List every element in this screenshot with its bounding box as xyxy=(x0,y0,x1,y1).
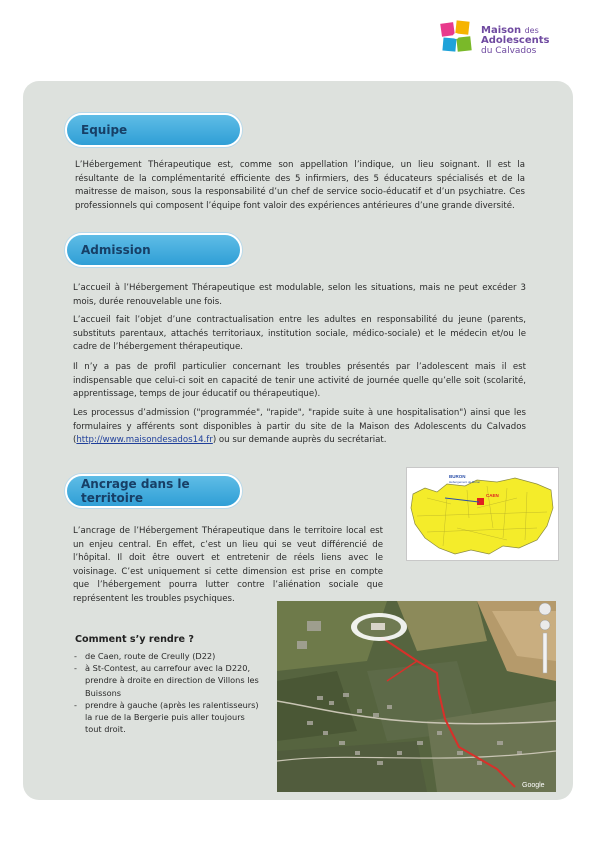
howto-step: - prendre à gauche (après les ralentisseurs) la rue de la Bergerie puis aller toujours tout droit. xyxy=(73,699,263,736)
howto-list xyxy=(73,650,263,735)
admission-text-3: Il n’y a pas de profil particulier concernant les troubles présentés par l’adolescent mais il est indispensable que celui-ci soit en capacité de tenir une activité de journée quelle qu’elle soit (scolarité, apprentissage, temps de jour éducatif ou thérapeutique). xyxy=(73,362,526,399)
map-label-buron-sub: Hébergement de Buron xyxy=(449,480,481,484)
admission-text-2: L’accueil fait l’objet d’une contractualisation entre les adultes en responsabilité du jeune (parents, substituts parentaux, attachés territoriaux, institution sociale, médico-sociale) et le médecin et/ou le cadre de l’hébergement thérapeutique. xyxy=(73,315,526,352)
howto-step: - à St-Contest, au carrefour avec la D220, prendre à droite en direction de Villons les Buissons xyxy=(73,662,263,699)
map-label-buron: BURON xyxy=(449,474,466,479)
ancrage-text: L’ancrage de l’Hébergement Thérapeutique dans le territoire local est un enjeu central. En effet, c’est un lieu qui se veut différencié de l’hôpital. Il doit être ouvert et entretenir de réels liens avec le voisinage. C’est uniquement si cette dimension est prise en compte que l’hébergement pourra lutter contre l’aliénation sociale que représentent les troubles psychiques. xyxy=(73,526,383,604)
calvados-map-drawing xyxy=(407,468,558,560)
section-title-ancrage: Ancrage dans le territoire xyxy=(65,474,242,508)
google-watermark: Google xyxy=(522,782,545,789)
logo xyxy=(439,19,579,65)
admission-text-1: L’accueil à l’Hébergement Thérapeutique est modulable, selon les situations, mais ne peut excéder 3 mois, durée renouvelable une fois. xyxy=(73,283,526,307)
section-title-admission: Admission xyxy=(65,233,242,267)
calvados-map xyxy=(406,467,559,561)
map-pan-icon[interactable] xyxy=(539,603,551,615)
equipe-text: L’Hébergement Thérapeutique est, comme son appellation l’indique, un lieu soignant. Il est la résultante de la complémentarité efficiente des 5 infirmiers, des 5 éducateurs spécialisés et de la maitresse de maison, sous la responsabilité d’un chef de service socio-éducatif et d’un psychiatre. Ces professionnels qui composent l’équipe font valoir des expériences antérieures d’une grande diversité. xyxy=(75,160,525,211)
howto-step: - de Caen, route de Creully (D22) xyxy=(73,650,263,662)
logo-mark-icon xyxy=(439,19,475,55)
admission-text-4: Les processus d’admission ("programmée", "rapide", "rapide suite à une hospitalisation") ainsi que les formulaires y afférents sont disponibles à partir du site de la Maison des Adolescents du Calvados (http://www.maisondesados14.fr) ou sur demande auprès du secrétariat. xyxy=(73,408,526,445)
section-title-equipe: Equipe xyxy=(65,113,242,147)
howto-title: Comment s’y rendre ? xyxy=(75,634,194,645)
satellite-photo-drawing xyxy=(277,601,556,792)
zoom-slider[interactable] xyxy=(543,633,547,673)
website-link[interactable]: http://www.maisondesados14.fr xyxy=(76,435,213,445)
map-label-caen: CAEN xyxy=(486,493,499,498)
map-zoom-icon[interactable] xyxy=(540,620,550,630)
logo-text: Maison des Adolescents du Calvados xyxy=(481,25,550,56)
satellite-photo xyxy=(277,601,556,792)
